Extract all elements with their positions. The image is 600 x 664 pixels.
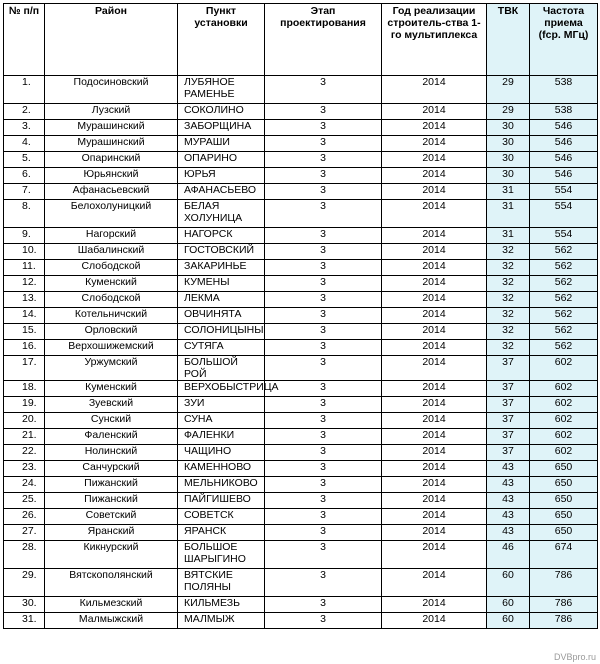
- table-row: [4, 324, 598, 340]
- row-tvk: 60: [487, 613, 530, 629]
- row-tvk: 31: [487, 184, 530, 200]
- row-frequency: 546: [530, 152, 598, 168]
- row-number: 16.: [4, 340, 45, 356]
- row-tvk: 32: [487, 276, 530, 292]
- table-row: [4, 104, 598, 120]
- row-stage: 3: [265, 104, 382, 120]
- row-number: 31.: [4, 613, 45, 629]
- row-district: Лузский: [45, 104, 178, 120]
- row-place: ОВЧИНЯТА: [178, 308, 265, 324]
- row-year: 2014: [382, 136, 487, 152]
- row-district: Котельничский: [45, 308, 178, 324]
- row-frequency: 602: [530, 429, 598, 445]
- row-tvk: 29: [487, 104, 530, 120]
- row-number: 20.: [4, 413, 45, 429]
- row-stage: 3: [265, 276, 382, 292]
- row-district: Фаленский: [45, 429, 178, 445]
- table-row: [4, 260, 598, 276]
- table-row: [4, 152, 598, 168]
- row-stage: 3: [265, 381, 382, 397]
- row-stage: 3: [265, 260, 382, 276]
- row-frequency: 562: [530, 340, 598, 356]
- row-district: Афанасьевский: [45, 184, 178, 200]
- row-stage: 3: [265, 76, 382, 104]
- row-tvk: 43: [487, 525, 530, 541]
- table-row: [4, 445, 598, 461]
- header-number: № п/п: [4, 4, 45, 76]
- row-place: ЧАЩИНО: [178, 445, 265, 461]
- row-year: 2014: [382, 525, 487, 541]
- row-number: 17.: [4, 356, 45, 381]
- row-district: Санчурский: [45, 461, 178, 477]
- row-district: Уржумский: [45, 356, 178, 381]
- table-header-row: [4, 4, 598, 76]
- row-place: СУНА: [178, 413, 265, 429]
- row-number: 15.: [4, 324, 45, 340]
- row-district: Шабалинский: [45, 244, 178, 260]
- row-place: ОПАРИНО: [178, 152, 265, 168]
- table-row: [4, 168, 598, 184]
- row-tvk: 60: [487, 597, 530, 613]
- row-stage: 3: [265, 200, 382, 228]
- row-tvk: 29: [487, 76, 530, 104]
- row-year: 2014: [382, 228, 487, 244]
- row-number: 11.: [4, 260, 45, 276]
- header-frequency: Частота приема (fср. МГц): [530, 4, 598, 76]
- table-row: [4, 292, 598, 308]
- row-tvk: 37: [487, 397, 530, 413]
- row-frequency: 562: [530, 244, 598, 260]
- row-stage: 3: [265, 445, 382, 461]
- row-number: 1.: [4, 76, 45, 104]
- row-tvk: 37: [487, 381, 530, 397]
- row-number: 27.: [4, 525, 45, 541]
- row-number: 18.: [4, 381, 45, 397]
- row-number: 21.: [4, 429, 45, 445]
- row-year: 2014: [382, 356, 487, 381]
- row-frequency: 538: [530, 76, 598, 104]
- table-row: [4, 569, 598, 597]
- table-row: [4, 356, 598, 381]
- row-district: Мурашинский: [45, 136, 178, 152]
- row-district: Пижанский: [45, 493, 178, 509]
- row-tvk: 37: [487, 413, 530, 429]
- row-frequency: 602: [530, 413, 598, 429]
- row-tvk: 37: [487, 445, 530, 461]
- row-stage: 3: [265, 136, 382, 152]
- table-row: [4, 381, 598, 397]
- row-frequency: 554: [530, 228, 598, 244]
- row-number: 24.: [4, 477, 45, 493]
- row-stage: 3: [265, 413, 382, 429]
- row-year: 2014: [382, 569, 487, 597]
- row-year: 2014: [382, 445, 487, 461]
- row-year: 2014: [382, 597, 487, 613]
- row-place: ГОСТОВСКИЙ: [178, 244, 265, 260]
- row-stage: 3: [265, 569, 382, 597]
- row-tvk: 32: [487, 340, 530, 356]
- row-district: Юрьянский: [45, 168, 178, 184]
- row-tvk: 30: [487, 120, 530, 136]
- row-number: 9.: [4, 228, 45, 244]
- row-year: 2014: [382, 381, 487, 397]
- row-district: Орловский: [45, 324, 178, 340]
- row-year: 2014: [382, 200, 487, 228]
- row-district: Белохолуницкий: [45, 200, 178, 228]
- table-row: [4, 493, 598, 509]
- row-place: ЛУБЯНОЕ РАМЕНЬЕ: [178, 76, 265, 104]
- row-tvk: 32: [487, 292, 530, 308]
- row-place: СОВЕТСК: [178, 509, 265, 525]
- row-stage: 3: [265, 324, 382, 340]
- table-row: [4, 525, 598, 541]
- row-frequency: 562: [530, 324, 598, 340]
- row-number: 6.: [4, 168, 45, 184]
- row-year: 2014: [382, 152, 487, 168]
- row-frequency: 786: [530, 569, 598, 597]
- row-frequency: 554: [530, 184, 598, 200]
- row-frequency: 650: [530, 525, 598, 541]
- row-place: КУМЕНЫ: [178, 276, 265, 292]
- row-stage: 3: [265, 397, 382, 413]
- row-place: ВЕРХОБЫСТРИЦА: [178, 381, 265, 397]
- row-frequency: 786: [530, 597, 598, 613]
- row-number: 25.: [4, 493, 45, 509]
- table-row: [4, 509, 598, 525]
- row-district: Кильмезский: [45, 597, 178, 613]
- row-frequency: 674: [530, 541, 598, 569]
- row-year: 2014: [382, 340, 487, 356]
- table-row: [4, 244, 598, 260]
- row-stage: 3: [265, 597, 382, 613]
- row-frequency: 602: [530, 445, 598, 461]
- row-tvk: 31: [487, 228, 530, 244]
- row-stage: 3: [265, 356, 382, 381]
- row-year: 2014: [382, 541, 487, 569]
- row-place: СОЛОНИЦЫНЫ: [178, 324, 265, 340]
- row-number: 23.: [4, 461, 45, 477]
- row-stage: 3: [265, 525, 382, 541]
- row-stage: 3: [265, 461, 382, 477]
- table-row: [4, 397, 598, 413]
- row-number: 26.: [4, 509, 45, 525]
- row-frequency: 562: [530, 276, 598, 292]
- row-number: 2.: [4, 104, 45, 120]
- table-row: [4, 184, 598, 200]
- row-place: БОЛЬШОЙ РОЙ: [178, 356, 265, 381]
- row-place: ПАЙГИШЕВО: [178, 493, 265, 509]
- table-row: [4, 308, 598, 324]
- row-stage: 3: [265, 477, 382, 493]
- row-tvk: 43: [487, 461, 530, 477]
- row-district: Советский: [45, 509, 178, 525]
- row-place: ЗАКАРИНЬЕ: [178, 260, 265, 276]
- row-frequency: 786: [530, 613, 598, 629]
- table-row: [4, 120, 598, 136]
- table-row: [4, 228, 598, 244]
- multiplex-table: [3, 3, 598, 629]
- row-place: ЛЕКМА: [178, 292, 265, 308]
- row-number: 4.: [4, 136, 45, 152]
- table-row: [4, 541, 598, 569]
- table-row: [4, 340, 598, 356]
- row-district: Вятскополянский: [45, 569, 178, 597]
- row-place: ЗАБОРЩИНА: [178, 120, 265, 136]
- row-tvk: 37: [487, 356, 530, 381]
- row-year: 2014: [382, 413, 487, 429]
- row-year: 2014: [382, 244, 487, 260]
- row-number: 10.: [4, 244, 45, 260]
- row-tvk: 30: [487, 168, 530, 184]
- header-place: Пункт установки: [178, 4, 265, 76]
- row-tvk: 43: [487, 477, 530, 493]
- row-district: Мурашинский: [45, 120, 178, 136]
- row-place: НАГОРСК: [178, 228, 265, 244]
- row-district: Слободской: [45, 260, 178, 276]
- row-frequency: 538: [530, 104, 598, 120]
- row-year: 2014: [382, 509, 487, 525]
- row-frequency: 602: [530, 381, 598, 397]
- row-stage: 3: [265, 541, 382, 569]
- row-year: 2014: [382, 260, 487, 276]
- row-district: Нолинский: [45, 445, 178, 461]
- row-frequency: 562: [530, 292, 598, 308]
- row-district: Опаринский: [45, 152, 178, 168]
- table-row: [4, 429, 598, 445]
- row-stage: 3: [265, 429, 382, 445]
- row-district: Малмыжский: [45, 613, 178, 629]
- row-place: АФАНАСЬЕВО: [178, 184, 265, 200]
- row-year: 2014: [382, 276, 487, 292]
- row-stage: 3: [265, 613, 382, 629]
- row-place: БОЛЬШОЕ ШАРЫГИНО: [178, 541, 265, 569]
- row-number: 28.: [4, 541, 45, 569]
- table-row: [4, 413, 598, 429]
- row-stage: 3: [265, 244, 382, 260]
- row-place: ВЯТСКИЕ ПОЛЯНЫ: [178, 569, 265, 597]
- row-district: Нагорский: [45, 228, 178, 244]
- row-place: КАМЕННОВО: [178, 461, 265, 477]
- row-place: МАЛМЫЖ: [178, 613, 265, 629]
- row-tvk: 32: [487, 324, 530, 340]
- row-frequency: 546: [530, 120, 598, 136]
- table-row: [4, 597, 598, 613]
- table-row: [4, 613, 598, 629]
- row-stage: 3: [265, 493, 382, 509]
- row-year: 2014: [382, 292, 487, 308]
- row-number: 3.: [4, 120, 45, 136]
- header-stage: Этап проектирования: [265, 4, 382, 76]
- header-year: Год реализации строитель-ства 1-го мультиплекса: [382, 4, 487, 76]
- row-district: Пижанский: [45, 477, 178, 493]
- row-tvk: 32: [487, 260, 530, 276]
- row-tvk: 30: [487, 136, 530, 152]
- row-frequency: 562: [530, 308, 598, 324]
- row-district: Яранский: [45, 525, 178, 541]
- row-year: 2014: [382, 397, 487, 413]
- row-stage: 3: [265, 509, 382, 525]
- row-year: 2014: [382, 613, 487, 629]
- row-place: БЕЛАЯ ХОЛУНИЦА: [178, 200, 265, 228]
- row-frequency: 554: [530, 200, 598, 228]
- row-year: 2014: [382, 308, 487, 324]
- row-year: 2014: [382, 461, 487, 477]
- row-district: Сунский: [45, 413, 178, 429]
- row-district: Кикнурский: [45, 541, 178, 569]
- row-stage: 3: [265, 152, 382, 168]
- row-year: 2014: [382, 104, 487, 120]
- row-district: Слободской: [45, 292, 178, 308]
- row-frequency: 602: [530, 356, 598, 381]
- row-frequency: 650: [530, 509, 598, 525]
- row-frequency: 562: [530, 260, 598, 276]
- row-year: 2014: [382, 120, 487, 136]
- row-number: 19.: [4, 397, 45, 413]
- row-tvk: 32: [487, 308, 530, 324]
- row-number: 22.: [4, 445, 45, 461]
- row-tvk: 31: [487, 200, 530, 228]
- header-tvk: ТВК: [487, 4, 530, 76]
- row-frequency: 546: [530, 136, 598, 152]
- row-number: 7.: [4, 184, 45, 200]
- header-district: Район: [45, 4, 178, 76]
- row-place: СОКОЛИНО: [178, 104, 265, 120]
- row-district: Куменский: [45, 381, 178, 397]
- row-place: МУРАШИ: [178, 136, 265, 152]
- row-number: 12.: [4, 276, 45, 292]
- row-tvk: 30: [487, 152, 530, 168]
- table-row: [4, 276, 598, 292]
- row-stage: 3: [265, 292, 382, 308]
- row-stage: 3: [265, 184, 382, 200]
- row-tvk: 43: [487, 493, 530, 509]
- row-year: 2014: [382, 493, 487, 509]
- row-tvk: 37: [487, 429, 530, 445]
- row-tvk: 46: [487, 541, 530, 569]
- row-number: 5.: [4, 152, 45, 168]
- row-number: 30.: [4, 597, 45, 613]
- row-year: 2014: [382, 429, 487, 445]
- row-place: ЯРАНСК: [178, 525, 265, 541]
- row-number: 8.: [4, 200, 45, 228]
- row-place: КИЛЬМЕЗЬ: [178, 597, 265, 613]
- row-district: Подосиновский: [45, 76, 178, 104]
- row-number: 29.: [4, 569, 45, 597]
- row-stage: 3: [265, 340, 382, 356]
- row-place: МЕЛЬНИКОВО: [178, 477, 265, 493]
- row-frequency: 650: [530, 477, 598, 493]
- row-district: Верхошижемский: [45, 340, 178, 356]
- table-row: [4, 477, 598, 493]
- row-frequency: 650: [530, 461, 598, 477]
- row-stage: 3: [265, 120, 382, 136]
- row-year: 2014: [382, 477, 487, 493]
- table-row: [4, 461, 598, 477]
- row-tvk: 60: [487, 569, 530, 597]
- row-stage: 3: [265, 168, 382, 184]
- row-district: Куменский: [45, 276, 178, 292]
- row-frequency: 650: [530, 493, 598, 509]
- row-frequency: 602: [530, 397, 598, 413]
- row-place: ЮРЬЯ: [178, 168, 265, 184]
- row-place: СУТЯГА: [178, 340, 265, 356]
- row-year: 2014: [382, 324, 487, 340]
- row-tvk: 43: [487, 509, 530, 525]
- row-stage: 3: [265, 228, 382, 244]
- row-number: 13.: [4, 292, 45, 308]
- watermark: DVBpro.ru: [553, 652, 596, 662]
- row-stage: 3: [265, 308, 382, 324]
- row-year: 2014: [382, 76, 487, 104]
- row-year: 2014: [382, 168, 487, 184]
- row-place: ЗУИ: [178, 397, 265, 413]
- row-number: 14.: [4, 308, 45, 324]
- row-frequency: 546: [530, 168, 598, 184]
- row-year: 2014: [382, 184, 487, 200]
- row-place: ФАЛЕНКИ: [178, 429, 265, 445]
- row-tvk: 32: [487, 244, 530, 260]
- table-row: [4, 136, 598, 152]
- table-row: [4, 200, 598, 228]
- table-row: [4, 76, 598, 104]
- row-district: Зуевский: [45, 397, 178, 413]
